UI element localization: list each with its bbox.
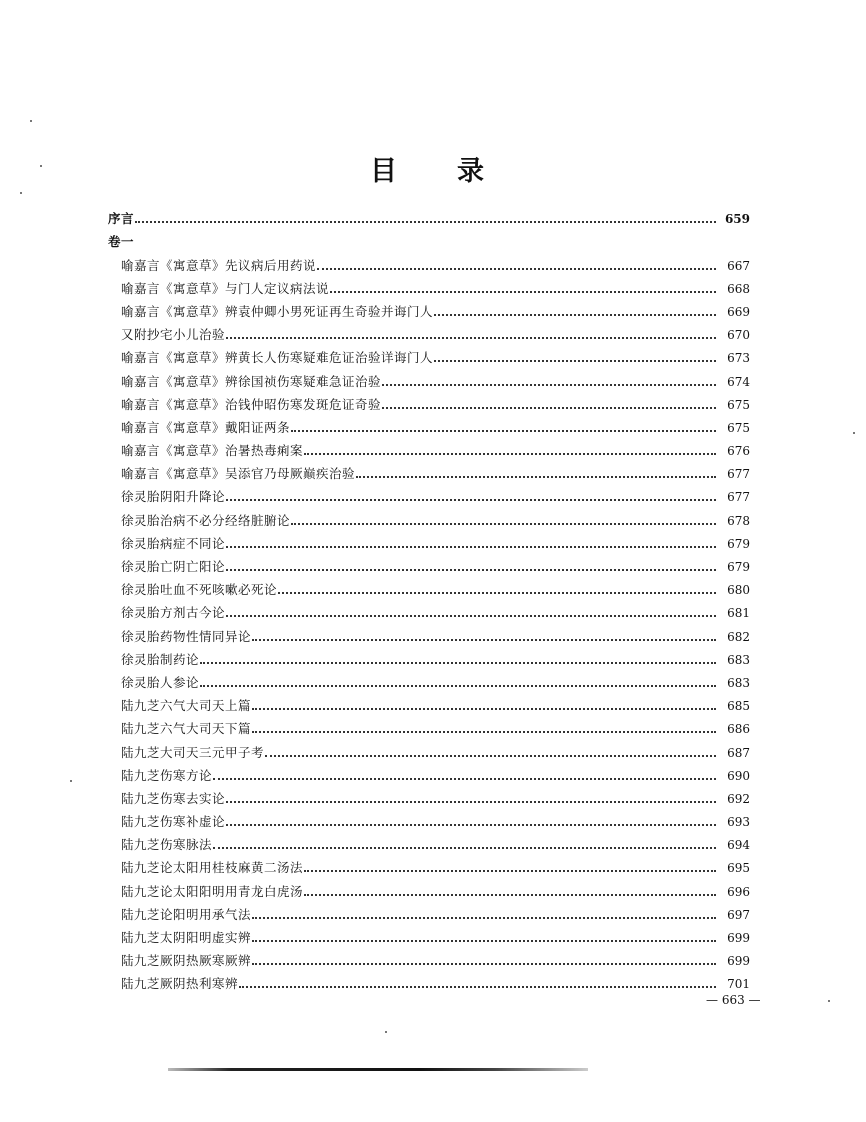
toc-page-number: 701: [727, 977, 750, 992]
dot-leader: [226, 813, 716, 831]
toc-entry-row[interactable]: [108, 854, 750, 877]
toc-page-number: 693: [727, 815, 750, 830]
title-char-mu: 目: [370, 156, 397, 187]
dot-leader: [304, 442, 716, 460]
scan-speck: [385, 1031, 387, 1033]
toc-page-number: 687: [727, 745, 750, 760]
toc-page-number: 690: [727, 768, 750, 783]
dot-leader: [382, 373, 716, 391]
toc-entry-title: 又附抄宅小儿治验: [121, 327, 226, 343]
toc-entry-title: 陆九芝伤寒脉法: [121, 837, 213, 853]
toc-entry-row[interactable]: [108, 391, 750, 414]
toc-entry-title: 喻嘉言《寓意草》先议病后用药说: [121, 257, 317, 273]
toc-entry-row[interactable]: [108, 831, 750, 854]
scan-speck: [70, 780, 72, 782]
dot-leader: [265, 744, 716, 762]
toc-entry-title: 喻嘉言《寓意草》戴阳证两条: [121, 419, 291, 435]
dot-leader: [135, 210, 716, 228]
toc-entry-row[interactable]: [108, 437, 750, 460]
dot-leader: [330, 280, 716, 298]
toc-page-number: 696: [727, 884, 750, 899]
page-title: [0, 154, 866, 190]
dot-leader: [434, 349, 716, 367]
toc-page-number: 677: [727, 467, 750, 482]
table-of-contents: [108, 205, 750, 993]
dot-leader: [304, 859, 716, 877]
dot-leader: [434, 303, 716, 321]
toc-entry-title: 陆九芝厥阴热利寒辨: [121, 976, 239, 992]
toc-page-number: 683: [727, 675, 750, 690]
dot-leader: [382, 396, 716, 414]
toc-entry-title: 陆九芝太阴阳明虚实辨: [121, 930, 252, 945]
dot-leader: [278, 581, 716, 599]
toc-entry-title: 陆九芝伤寒方论: [121, 767, 213, 783]
toc-section-title: 序言: [108, 211, 135, 227]
toc-page-number: 675: [727, 420, 750, 435]
toc-page-number: 692: [727, 791, 750, 806]
dot-leader: [226, 790, 716, 808]
toc-entry-title: 陆九芝大司天三元甲子考: [121, 744, 265, 760]
toc-entry-row[interactable]: [108, 669, 750, 692]
toc-entry-row[interactable]: [108, 506, 750, 529]
toc-section-row: [108, 228, 750, 251]
toc-entry-title: 陆九芝厥阴热厥寒厥辨: [121, 953, 252, 969]
dot-leader: [252, 628, 716, 646]
scan-speck: [20, 192, 22, 194]
toc-entry-title: 喻嘉言《寓意草》治暑热毒痢案: [121, 443, 304, 459]
toc-section-title: 卷一: [108, 234, 135, 250]
toc-entry-title: 徐灵胎制药论: [121, 651, 200, 667]
dot-leader: [356, 465, 716, 483]
toc-entry-row[interactable]: [108, 367, 750, 390]
page-folio: — 663 —: [706, 993, 761, 1007]
toc-page-number: 670: [727, 328, 750, 343]
toc-entry-title: 陆九芝六气大司天上篇: [121, 698, 252, 714]
toc-page-number: 682: [727, 629, 750, 644]
dot-leader: [252, 952, 716, 970]
toc-page-number: 686: [727, 722, 750, 737]
toc-entry-row[interactable]: [108, 251, 750, 274]
toc-entry-row[interactable]: [108, 901, 750, 924]
toc-entry-row[interactable]: [108, 970, 750, 993]
toc-entry-title: 徐灵胎治病不必分经络脏腑论: [121, 512, 291, 528]
dot-leader: [317, 257, 716, 275]
dot-leader: [252, 906, 716, 924]
toc-entry-row[interactable]: [108, 715, 750, 738]
toc-page-number: 674: [727, 374, 750, 389]
scan-speck: [40, 165, 42, 167]
toc-entry-row[interactable]: [108, 553, 750, 576]
toc-page-number: 699: [727, 954, 750, 969]
toc-entry-row[interactable]: [108, 738, 750, 761]
dot-leader: [252, 697, 716, 715]
toc-page-number: 697: [727, 907, 750, 922]
toc-entry-title: 徐灵胎病症不同论: [121, 535, 226, 551]
toc-entry-title: 徐灵胎亡阴亡阳论: [121, 559, 226, 574]
toc-entry-row[interactable]: [108, 599, 750, 622]
toc-entry-title: 喻嘉言《寓意草》辨徐国祯伤寒疑难急证治验: [121, 373, 382, 389]
toc-entry-row[interactable]: [108, 947, 750, 970]
dot-leader: [239, 975, 716, 993]
toc-entry-title: 陆九芝伤寒去实论: [121, 790, 226, 806]
toc-entry-title: 喻嘉言《寓意草》与门人定议病法说: [121, 280, 330, 296]
toc-page-number: 679: [727, 560, 750, 574]
toc-entry-row[interactable]: [108, 808, 750, 831]
toc-page-number: 679: [727, 536, 750, 551]
toc-entry-row[interactable]: [108, 924, 750, 947]
toc-entry-title: 陆九芝论太阳阳明用青龙白虎汤: [121, 883, 304, 899]
title-char-lu: 录: [457, 156, 484, 187]
toc-entry-row[interactable]: [108, 530, 750, 553]
dot-leader: [226, 488, 716, 506]
toc-entry-title: 陆九芝六气大司天下篇: [121, 721, 252, 737]
dot-leader: [226, 535, 716, 553]
toc-entry-title: 徐灵胎人参论: [121, 674, 200, 690]
toc-entry-row[interactable]: [108, 321, 750, 344]
toc-entry-title: 徐灵胎阴阳升降论: [121, 489, 226, 505]
toc-entry-row[interactable]: [108, 298, 750, 321]
toc-page-number: 668: [727, 281, 750, 296]
toc-entry-row[interactable]: [108, 483, 750, 506]
scan-bottom-rule: [168, 1068, 588, 1071]
toc-page-number: 675: [727, 397, 750, 412]
toc-entry-title: 喻嘉言《寓意草》辨黄长人伤寒疑难危证治验详诲门人: [121, 350, 434, 366]
scan-speck: [828, 1000, 830, 1002]
toc-page-number: 673: [727, 351, 750, 366]
dot-leader: [252, 929, 716, 947]
toc-page-number: 683: [727, 652, 750, 667]
dot-leader: [304, 883, 716, 901]
dot-leader: [213, 767, 716, 785]
toc-page-number: 676: [727, 444, 750, 459]
toc-page-number: 659: [724, 212, 750, 227]
toc-entry-row[interactable]: [108, 877, 750, 900]
toc-entry-row[interactable]: [108, 622, 750, 645]
toc-page-number: 685: [727, 699, 750, 714]
toc-entry-title: 陆九芝论阳明用承气法: [121, 906, 252, 922]
dot-leader: [213, 836, 716, 854]
toc-entry-title: 喻嘉言《寓意草》治钱仲昭伤寒发斑危证奇验: [121, 396, 382, 412]
toc-entry-title: 喻嘉言《寓意草》吴添官乃母厥巅疾治验: [121, 466, 356, 482]
dot-leader: [200, 651, 716, 669]
toc-page-number: 669: [727, 304, 750, 319]
scan-speck: [30, 120, 32, 122]
toc-entry-title: 徐灵胎吐血不死咳嗽必死论: [121, 582, 278, 598]
scan-speck: [853, 432, 855, 434]
toc-entry-row[interactable]: [108, 344, 750, 367]
toc-entry-title: 徐灵胎药物性情同异论: [121, 628, 252, 644]
toc-entry-title: 徐灵胎方剂古今论: [121, 605, 226, 621]
toc-page-number: 695: [727, 861, 750, 876]
dot-leader: [226, 558, 716, 576]
dot-leader: [291, 419, 716, 437]
toc-entry-title: 喻嘉言《寓意草》辨袁仲卿小男死证再生奇验并诲门人: [121, 303, 434, 319]
toc-page-number: 680: [727, 583, 750, 598]
toc-entry-row[interactable]: [108, 646, 750, 669]
toc-page-number: 667: [727, 258, 750, 273]
toc-page-number: 699: [727, 931, 750, 945]
toc-page-number: 678: [727, 513, 750, 528]
toc-entry-row[interactable]: [108, 275, 750, 298]
toc-page-number: 677: [727, 490, 750, 505]
toc-entry-row[interactable]: [108, 785, 750, 808]
dot-leader: [252, 720, 716, 738]
toc-section-row[interactable]: [108, 205, 750, 228]
dot-leader: [291, 512, 716, 530]
dot-leader: [226, 604, 716, 622]
toc-entry-row[interactable]: [108, 576, 750, 599]
toc-entry-row[interactable]: [108, 414, 750, 437]
toc-page-number: 694: [727, 838, 750, 853]
toc-entry-row[interactable]: [108, 460, 750, 483]
toc-entry-row[interactable]: [108, 762, 750, 785]
dot-leader: [200, 674, 716, 692]
toc-page-number: 681: [727, 606, 750, 621]
toc-entry-row[interactable]: [108, 692, 750, 715]
toc-entry-title: 陆九芝伤寒补虚论: [121, 814, 226, 830]
toc-entry-title: 陆九芝论太阳用桂枝麻黄二汤法: [121, 860, 304, 876]
dot-leader: [226, 326, 716, 344]
